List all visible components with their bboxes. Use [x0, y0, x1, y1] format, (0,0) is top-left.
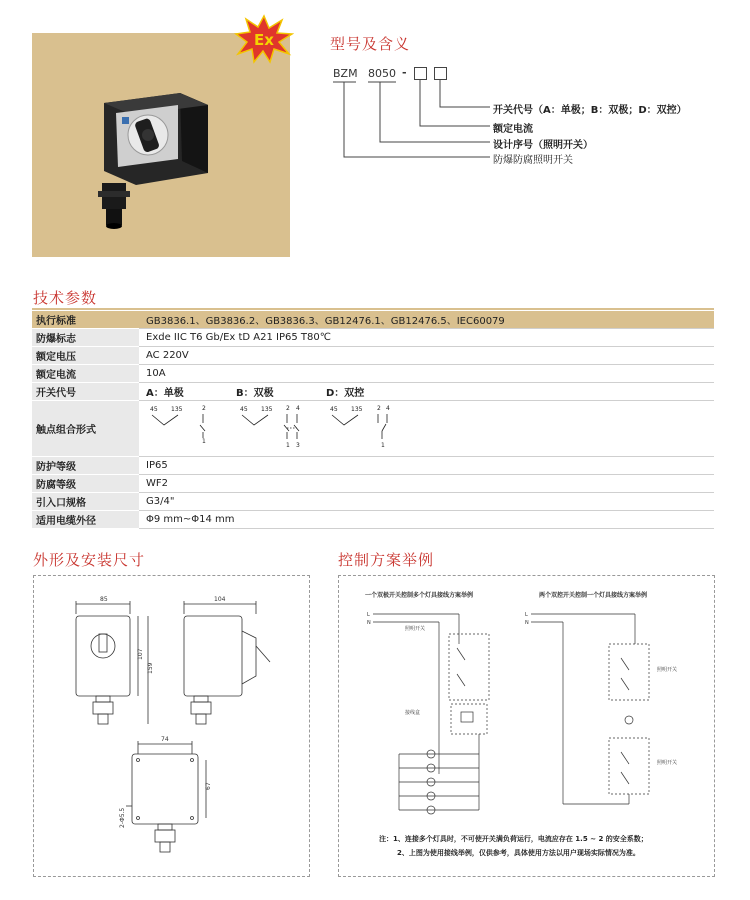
dim-159: 159 [147, 662, 154, 674]
switch-type-d: D：双控 [326, 388, 365, 399]
control-panel [338, 575, 715, 877]
table-row [32, 383, 714, 401]
table-row [32, 493, 714, 511]
spec-value: WF2 [139, 475, 714, 493]
spec-key: 防腐等级 [32, 475, 139, 493]
table-row [32, 457, 714, 475]
switch-type-a: A：单极 [146, 388, 184, 399]
model-label-name: 防爆防腐照明开关 [493, 155, 573, 166]
spec-key: 执行标准 [32, 311, 139, 329]
svg-text:2: 2 [202, 405, 206, 412]
dims-title: 外形及安装尺寸 [33, 551, 146, 569]
svg-text:1: 1 [286, 442, 290, 449]
dim-74: 74 [161, 736, 169, 743]
table-row [32, 311, 714, 329]
wiring-diagram [339, 604, 714, 824]
svg-text:135: 135 [351, 406, 363, 413]
note-2: 2、上图为使用接线举例，仅供参考，具体使用方法以用户现场实际情况为准。 [397, 849, 640, 857]
svg-text:2: 2 [377, 405, 381, 412]
ex-badge [234, 14, 294, 64]
dim-85: 85 [100, 596, 108, 603]
svg-text:照明开关: 照明开关 [657, 667, 678, 673]
spec-key: 引入口规格 [32, 493, 139, 511]
svg-text:L: L [367, 612, 370, 618]
spec-value: GB3836.1、GB3836.2、GB3836.3、GB12476.1、GB12476.5、IEC60079 [139, 311, 714, 329]
spec-key: 开关代号 [32, 383, 139, 401]
table-row [32, 401, 714, 457]
svg-text:4: 4 [296, 405, 300, 412]
dim-107: 107 [137, 648, 144, 660]
table-row [32, 365, 714, 383]
model-code-leader-lines [320, 60, 510, 170]
svg-text:2: 2 [286, 405, 290, 412]
model-code-dash: - [402, 66, 407, 79]
model-code-prefix: BZM [333, 67, 358, 80]
svg-text:135: 135 [171, 406, 183, 413]
svg-text:45: 45 [240, 406, 248, 413]
spec-rule [32, 308, 714, 310]
svg-text:3: 3 [296, 442, 300, 449]
dim-104: 104 [214, 596, 226, 603]
spec-value: IP65 [139, 457, 714, 475]
svg-text:45: 45 [330, 406, 338, 413]
model-label-design: 设计序号（照明开关） [493, 140, 593, 151]
spec-key: 适用电缆外径 [32, 511, 139, 529]
svg-text:4: 4 [386, 405, 390, 412]
model-label-switch-code: 开关代号（A：单极；B：双极；D：双控） [493, 105, 687, 116]
table-row [32, 347, 714, 365]
spec-value: AC 220V [139, 347, 714, 365]
dims-drawing [34, 576, 309, 876]
svg-text:N: N [367, 620, 371, 626]
spec-value: 10A [139, 365, 714, 383]
spec-key: 防护等级 [32, 457, 139, 475]
spec-value: Exde IIC T6 Gb/Ex tD A21 IP65 T80℃ [139, 329, 714, 347]
spec-value: G3/4" [139, 493, 714, 511]
model-code-series: 8050 [368, 67, 396, 80]
svg-text:1: 1 [381, 442, 385, 449]
spec-key: 额定电流 [32, 365, 139, 383]
spec-key: 触点组合形式 [32, 401, 139, 457]
svg-text:L: L [525, 612, 528, 618]
svg-text:接线盒: 接线盒 [405, 710, 421, 716]
table-row [32, 329, 714, 347]
spec-table [32, 311, 714, 529]
left-caption: 一个双极开关控制多个灯具接线方案举例 [365, 592, 474, 599]
control-title: 控制方案举例 [338, 551, 435, 569]
svg-text:照明开关: 照明开关 [405, 626, 426, 632]
dim-hole: 2-Φ5.5 [119, 807, 126, 828]
right-caption: 两个双控开关控制一个灯具接线方案举例 [539, 592, 648, 599]
svg-text:135: 135 [261, 406, 273, 413]
svg-text:1: 1 [202, 438, 206, 445]
table-row [32, 475, 714, 493]
note-1: 注：1、连接多个灯具时，不可使开关满负荷运行，电流应存在 1.5 ~ 2 的安全系数； [379, 835, 648, 843]
dim-67: 67 [205, 782, 212, 790]
model-title: 型号及含义 [330, 35, 411, 53]
spec-key: 防爆标志 [32, 329, 139, 347]
svg-text:45: 45 [150, 406, 158, 413]
spec-key: 额定电压 [32, 347, 139, 365]
svg-text:N: N [525, 620, 529, 626]
spec-title: 技术参数 [33, 289, 98, 307]
switch-type-b: B：双极 [236, 388, 274, 399]
model-label-current: 额定电流 [493, 124, 533, 135]
contact-diagrams [146, 401, 446, 453]
svg-text:照明开关: 照明开关 [657, 760, 678, 766]
product-photo [32, 33, 290, 257]
table-row [32, 511, 714, 529]
ex-badge-text: Ex [254, 31, 274, 49]
dims-panel [33, 575, 310, 877]
spec-value: Φ9 mm~Φ14 mm [139, 511, 714, 529]
